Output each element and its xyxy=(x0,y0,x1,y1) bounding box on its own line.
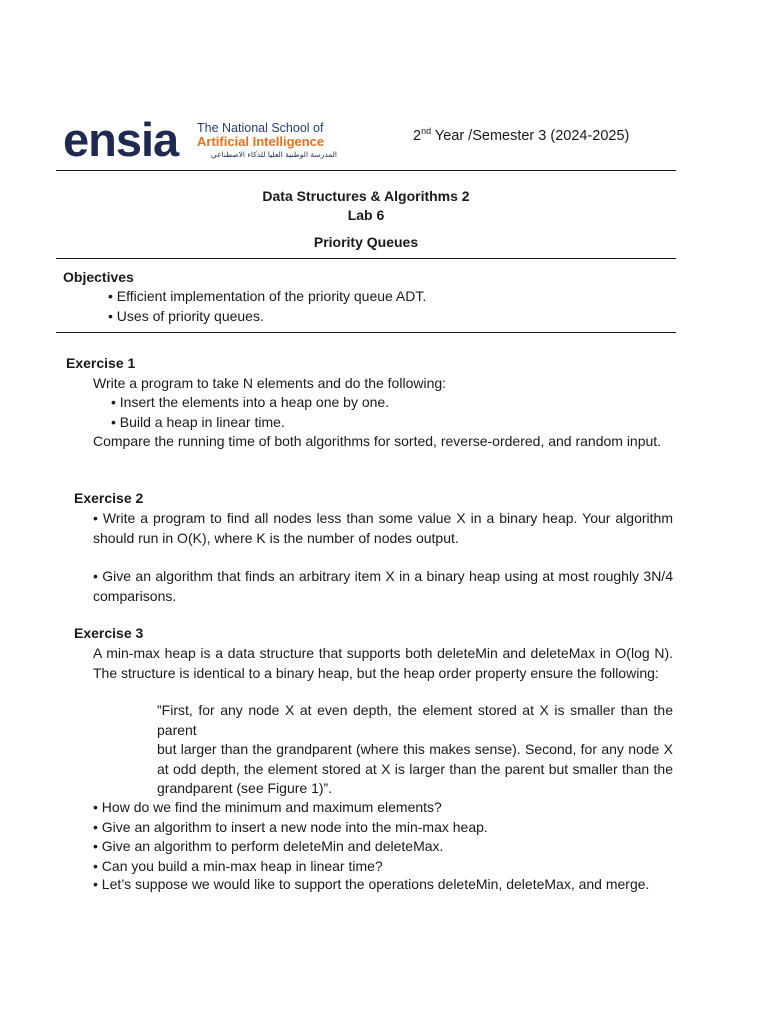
exercise1-heading: Exercise 1 xyxy=(66,355,136,371)
exercise1-intro: Write a program to take N elements and do the following: xyxy=(93,375,447,391)
lab-topic: Priority Queues xyxy=(313,234,419,250)
exercise1-bullets xyxy=(111,393,389,432)
objective-item: • Uses of priority queues. xyxy=(108,307,264,324)
exercise2-part2: • Give an algorithm that finds an arbitrary item X in a binary heap using at most roughly 3N/4 comparisons. xyxy=(93,568,673,604)
list-item: • Give an algorithm to perform deleteMin and deleteMax. xyxy=(93,838,444,854)
logo-english-line2: Artificial Intelligence xyxy=(197,134,325,149)
list-item: • Insert the elements into a heap one by one. xyxy=(111,394,390,410)
exercise2-part1: • Write a program to find all nodes less than some value X in a binary heap. Your algorithm should run in O(K), where K is the number of nodes output. xyxy=(93,510,673,546)
logo-arabic-line: المدرسة الوطنية العليا للذكاء الاصطناعي xyxy=(210,150,337,159)
objectives-heading: Objectives xyxy=(63,269,134,285)
ensia-logo xyxy=(63,118,343,162)
divider-objectives-top xyxy=(56,258,676,259)
exercise3-heading: Exercise 3 xyxy=(74,625,144,641)
exercise3-intro: A min-max heap is a data structure that supports both deleteMin and deleteMax in O(log N). The structure is identical to a binary heap, but the heap order property ensure the following: xyxy=(93,645,673,681)
exercise3-questions xyxy=(93,798,488,876)
exercise3-last-question: • Let’s suppose we would like to support the operations deleteMin, deleteMax, and merge. xyxy=(93,876,650,892)
exercise2-heading: Exercise 2 xyxy=(74,490,144,506)
divider-top xyxy=(56,170,676,171)
exercise3-quote-part1: ”First, for any node X at even depth, the element stored at X is smaller than the parent xyxy=(157,702,673,738)
list-item: • Build a heap in linear time. xyxy=(111,413,285,430)
logo-wordmark: ensia xyxy=(63,118,179,162)
academic-year: 2nd Year /Semester 3 (2024-2025) xyxy=(413,126,630,144)
logo-english-line1: The National School of xyxy=(197,121,324,135)
list-item: • How do we find the minimum and maximum elements? xyxy=(93,799,442,815)
divider-objectives-bottom xyxy=(56,332,676,333)
list-item: • Give an algorithm to insert a new node into the min-max heap. xyxy=(93,818,488,835)
lab-number: Lab 6 xyxy=(347,207,385,223)
course-title: Data Structures & Algorithms 2 xyxy=(262,188,470,204)
objectives-list xyxy=(108,287,426,326)
document-header xyxy=(63,118,675,162)
list-item: • Can you build a min-max heap in linear time? xyxy=(93,857,383,874)
exercise3-quote-part2: but larger than the grandparent (where this makes sense). Second, for any node X at odd depth, the element stored at X is larger than the parent but smaller than the grandparent (see Figure 1)”. xyxy=(157,741,673,796)
objective-item: • Efficient implementation of the priority queue ADT. xyxy=(108,288,427,304)
exercise1-compare: Compare the running time of both algorithms for sorted, reverse-ordered, and random input. xyxy=(93,433,662,449)
